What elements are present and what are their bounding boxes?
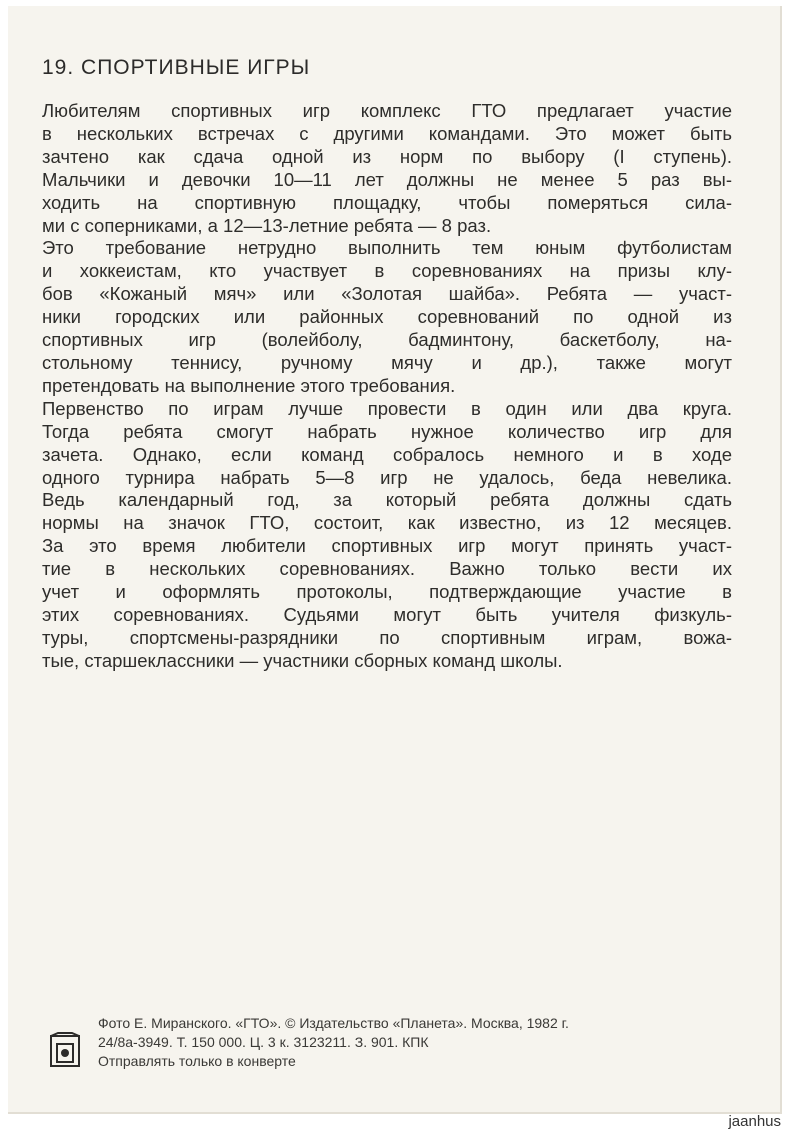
body-line: ходить на спортивную площадку, чтобы померяться сила- — [42, 191, 732, 213]
imprint — [98, 1014, 569, 1071]
body-line: За это время любители спортивных игр могут принять участ- — [42, 535, 732, 557]
body-line: зачета. Однако, если команд собралось немного и в ходе — [42, 443, 732, 465]
body-line: и хоккеистам, кто участвует в соревнованиях на призы клу- — [42, 260, 732, 282]
body-line: Мальчики и девочки 10—11 лет должны не менее 5 раз вы- — [42, 168, 732, 190]
imprint-line-1: Фото Е. Миранского. «ГТО». © Издательство «Планета». Москва, 1982 г. — [98, 1015, 569, 1031]
page-title: 19. СПОРТИВНЫЕ ИГРЫ — [42, 56, 311, 79]
body-line: в нескольких встречах с другими командами. Это может быть — [42, 122, 732, 144]
body-line: учет и оформлять протоколы, подтверждающие участие в — [42, 581, 732, 603]
body-line: тие в нескольких соревнованиях. Важно только вести их — [42, 558, 732, 580]
body-line: зачтено как сдача одной из норм по выбору (I ступень). — [42, 145, 732, 167]
body-line: этих соревнованиях. Судьями могут быть учителя физкуль- — [42, 603, 732, 625]
watermark: jaanhus — [728, 1113, 781, 1130]
body-line: бов «Кожаный мяч» или «Золотая шайба». Ребята — участ- — [42, 283, 732, 305]
postcard-back — [8, 6, 782, 1114]
body-line: тые, старшеклассники — участники сборных команд школы. — [42, 649, 563, 671]
body-line: одного турнира набрать 5—8 игр не удалось, беда невелика. — [42, 466, 732, 488]
imprint-line-3: Отправлять только в конверте — [98, 1053, 296, 1069]
body-line: претендовать на выполнение этого требования. — [42, 374, 456, 396]
body-line: Ведь календарный год, за который ребята должны сдать — [42, 489, 732, 511]
body-line: стольному теннису, ручному мячу и др.), также могут — [42, 351, 732, 373]
body-text — [42, 100, 732, 673]
body-line: спортивных игр (волейболу, бадминтону, баскетболу, на- — [42, 329, 732, 351]
body-line: Первенство по играм лучше провести в один или два круга. — [42, 397, 732, 419]
body-line: Тогда ребята смогут набрать нужное количество игр для — [42, 420, 732, 442]
body-line: ми с соперниками, а 12—13-летние ребята — 8 раз. — [42, 214, 492, 236]
body-line: Любителям спортивных игр комплекс ГТО предлагает участие — [42, 100, 732, 121]
body-line: Это требование нетрудно выполнить тем юным футболистам — [42, 237, 732, 259]
body-line: туры, спортсмены-разрядники по спортивным играм, вожа- — [42, 626, 732, 648]
imprint-line-2: 24/8а-3949. Т. 150 000. Ц. 3 к. 3123211. З. 901. КПК — [98, 1034, 429, 1050]
body-line: ники городских или районных соревнований по одной из — [42, 306, 732, 328]
planeta-publisher-logo-icon — [48, 1032, 82, 1070]
body-line: нормы на значок ГТО, состоит, как известно, из 12 месяцев. — [42, 512, 732, 534]
